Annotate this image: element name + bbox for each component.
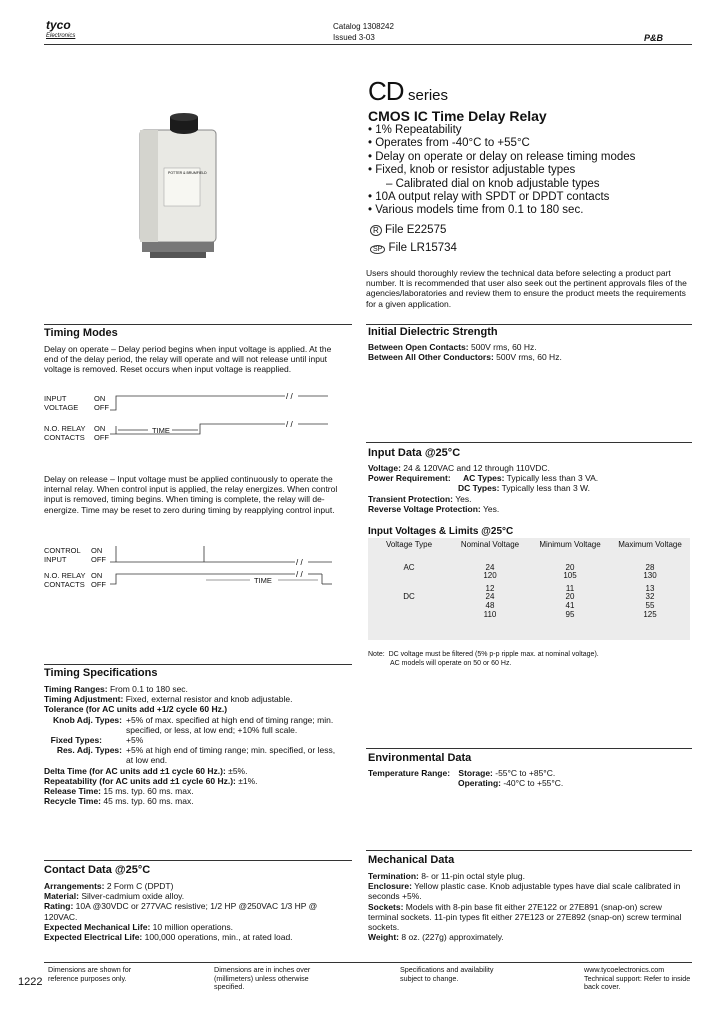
cell: 120 xyxy=(483,571,497,581)
spec-row: Arrangements: 2 Form C (DPDT) xyxy=(44,881,174,891)
brand-logo: tyco xyxy=(46,18,71,32)
d1-on: ON xyxy=(94,394,106,403)
cell: 24 xyxy=(485,562,495,572)
cell: AC xyxy=(403,562,415,572)
d2-label: N.O. RELAY xyxy=(44,571,86,580)
rule-input-data xyxy=(366,442,692,443)
series-title xyxy=(368,76,448,107)
cell xyxy=(368,602,450,611)
page-number: 1222 xyxy=(18,976,43,988)
d1-label: CONTACTS xyxy=(44,433,85,442)
d1-label: INPUT xyxy=(44,394,67,403)
limits-table xyxy=(368,541,690,619)
d1-on: ON xyxy=(94,424,106,433)
brand-sub: Electronics xyxy=(46,33,76,39)
limits-title: Input Voltages & Limits @25°C xyxy=(368,526,514,537)
csa-file: SP File LR15734 xyxy=(370,242,457,254)
spec-row: Weight: 8 oz. (227g) approximately. xyxy=(368,932,504,943)
contact-data-body xyxy=(44,881,340,942)
environmental-title: Environmental Data xyxy=(368,752,472,764)
spec-row: Termination: 8- or 11-pin octal style plug. xyxy=(368,871,525,881)
spec-row: Temperature Range: Storage: -55°C to +85°C. xyxy=(368,768,556,778)
cell: 28 xyxy=(645,562,655,572)
limits-note: Note: DC voltage must be filtered (5% p-p ripple max. at nominal voltage). AC models will operate on 50 or 60 Hz. xyxy=(368,651,599,667)
spec-row: Sockets: Models with 8-pin base fit either 27E122 or 27E891 (snap-on) screw terminal sockets. 11-pin types fit either 27E123 or 27E892 (snap-on) screw terminal sockets. xyxy=(368,901,682,933)
relay-product-image xyxy=(130,112,230,260)
spec-row: Knob Adj. Types: +5% of max. specified at high end of timing range; min. specified, or less, at low end; +10% full scale. xyxy=(53,714,334,735)
svg-text:/ /: / / xyxy=(286,420,293,429)
rule-dielectric xyxy=(366,324,692,325)
cell: 130 xyxy=(643,571,657,581)
cell: 48 xyxy=(485,600,495,610)
col-header: Maximum Voltage xyxy=(618,540,682,549)
rule-contact-data xyxy=(44,860,352,861)
disclaimer-text: Users should thoroughly review the technical data before selecting a product part number. It is recommended that user also seek out the pertinent approvals files of the agencies/laboratories and review them to ensure the product meets the requirements for a given application. xyxy=(366,268,687,309)
d1-label: VOLTAGE xyxy=(44,403,79,412)
cell xyxy=(368,611,450,620)
table-row xyxy=(368,585,690,594)
spec-row: Reverse Voltage Protection: Yes. xyxy=(368,503,500,514)
company-mark: P&B xyxy=(644,33,664,43)
col-header: Voltage Type xyxy=(385,540,433,549)
series-big: CD xyxy=(368,76,404,106)
d2-off: OFF xyxy=(91,555,106,564)
spec-row: Enclosure: Yellow plastic case. Knob adjustable types have dial scale calibrated in seconds +5%. xyxy=(368,881,681,902)
footer-note-1: Dimensions are shown for reference purposes only. xyxy=(48,965,132,983)
rule-mechanical xyxy=(366,850,692,851)
spec-row: Between Open Contacts: 500V rms, 60 Hz. xyxy=(368,342,537,352)
feature-item: – Calibrated dial on knob adjustable types xyxy=(386,177,600,190)
footer-note-3: Specifications and availability subject to change. xyxy=(400,965,494,983)
rule-timing-modes xyxy=(44,324,352,325)
timing-modes-title: Timing Modes xyxy=(44,327,118,339)
spec-row: Timing Ranges: From 0.1 to 180 sec. xyxy=(44,684,188,694)
series-small: series xyxy=(408,87,449,104)
cell: 95 xyxy=(565,609,575,619)
svg-text:/ /: / / xyxy=(296,570,303,579)
cell: 125 xyxy=(643,609,657,619)
table-row xyxy=(368,572,690,581)
dielectric-title: Initial Dielectric Strength xyxy=(368,326,498,338)
spec-row: Timing Adjustment: Fixed, external resistor and knob adjustable. xyxy=(44,694,293,705)
ul-mark-icon: R xyxy=(370,225,382,236)
spec-row: Release Time: 15 ms. typ. 60 ms. max. xyxy=(44,786,194,797)
d1-off: OFF xyxy=(94,433,109,442)
d1-time-label: TIME xyxy=(152,426,170,435)
d2-waveform xyxy=(110,540,340,592)
table-header-row xyxy=(368,541,690,550)
cell: 13 xyxy=(645,583,655,593)
feature-item: • Delay on operate or delay on release timing modes xyxy=(368,150,636,163)
cell xyxy=(368,572,450,581)
d1-label: N.O. RELAY xyxy=(44,424,86,433)
rule-environmental xyxy=(366,748,692,749)
cell: DC xyxy=(403,592,415,602)
col-header: Nominal Voltage xyxy=(460,540,520,549)
feature-item: • 1% Repeatability xyxy=(368,124,462,136)
feature-item: • Various models time from 0.1 to 180 sec. xyxy=(368,204,584,217)
d2-label: CONTACTS xyxy=(44,580,85,589)
d2-label: INPUT xyxy=(44,555,67,564)
dielectric-body xyxy=(368,342,688,362)
feature-item: • 10A output relay with SPDT or DPDT contacts xyxy=(368,191,610,204)
d2-on: ON xyxy=(91,571,103,580)
spec-row: Recycle Time: 45 ms. typ. 60 ms. max. xyxy=(44,796,194,807)
spec-row: Operating: -40°C to +55°C. xyxy=(458,778,564,789)
csa-mark-icon: SP xyxy=(370,245,385,254)
spec-row: Delta Time (for AC units add ±1 cycle 60 Hz.): ±5%. xyxy=(44,765,248,776)
spec-row: Fixed Types: +5% xyxy=(50,735,144,746)
ul-file: R File E22575 xyxy=(370,224,446,236)
table-row xyxy=(368,611,690,620)
spec-row: Material: Silver-cadmium oxide alloy. xyxy=(44,891,185,902)
d2-on: ON xyxy=(91,546,103,555)
cell: 11 xyxy=(565,583,575,593)
spec-row: Between All Other Conductors: 500V rms, 60 Hz. xyxy=(368,352,562,363)
spec-row: Tolerance (for AC units add +1/2 cycle 60 Hz.) xyxy=(44,704,228,715)
feature-item: • Fixed, knob or resistor adjustable types xyxy=(368,164,576,177)
spec-row: Res. Adj. Types: +5% at high end of timing range; min. specified, or less, at low end. xyxy=(56,745,336,766)
d2-label: CONTROL xyxy=(44,546,81,555)
spec-row: Transient Protection: Yes. xyxy=(368,493,472,504)
spec-row: Repeatability (for AC units add ±1 cycle 60 Hz.): ±1%. xyxy=(44,775,258,786)
footer-note-4: www.tycoelectronics.com Technical support: Refer to inside back cover. xyxy=(584,965,691,992)
cell: 32 xyxy=(645,592,655,602)
footer-note-2: Dimensions are in inches over (millimeters) unless otherwise specified. xyxy=(214,965,311,992)
delay-on-operate-text: Delay on operate – Delay period begins when input voltage is applied. At the end of the delay period, the relay will operate and will not release until input voltage is removed. Reset occurs when input voltage is reapplied. xyxy=(44,344,332,375)
input-data-body xyxy=(368,463,688,514)
issued-date: Issued 3-03 xyxy=(333,33,375,42)
col-header: Minimum Voltage xyxy=(539,540,601,549)
mechanical-body xyxy=(368,871,686,942)
d1-off: OFF xyxy=(94,403,109,412)
product-subtitle: CMOS IC Time Delay Relay xyxy=(368,108,547,124)
table-row xyxy=(368,564,690,573)
header-rule xyxy=(44,44,692,45)
cell: 110 xyxy=(483,609,497,619)
cell: 12 xyxy=(485,583,495,593)
cell: 20 xyxy=(565,592,575,602)
timing-specs-body xyxy=(44,684,344,806)
cell: 55 xyxy=(645,600,655,610)
spec-row: Power Requirement: AC Types: Typically less than 3 VA. xyxy=(368,473,599,484)
feature-item: • Operates from -40°C to +55°C xyxy=(368,137,530,150)
spec-row: DC Types: Typically less than 3 W. xyxy=(458,483,590,494)
d1-waveform xyxy=(110,388,335,440)
timing-specs-title: Timing Specifications xyxy=(44,667,158,679)
spec-row: Expected Mechanical Life: 10 million operations. xyxy=(44,921,233,932)
table-row xyxy=(368,593,690,602)
cell: 20 xyxy=(565,562,575,572)
footer-rule xyxy=(44,962,692,963)
svg-text:/ /: / / xyxy=(286,392,293,401)
d2-time-label: TIME xyxy=(254,576,272,585)
cell: 24 xyxy=(485,592,495,602)
delay-on-release-text: Delay on release – Input voltage must be applied continuously to operate the internal relay. When control input is applied, the relay energizes. When control input is removed, timing begins. When timing is complete, the relay will de-energize. Time may be reset to zero during timing by reapplying control input. xyxy=(44,474,338,515)
spec-row: Voltage: 24 & 120VAC and 12 through 110VDC. xyxy=(368,463,550,473)
relay-image-label: POTTER & BRUMFIELD xyxy=(168,171,207,175)
cell: 41 xyxy=(565,600,575,610)
d2-off: OFF xyxy=(91,580,106,589)
contact-data-title: Contact Data @25°C xyxy=(44,864,151,876)
cell: 105 xyxy=(563,571,577,581)
input-data-title: Input Data @25°C xyxy=(368,447,461,459)
environmental-body xyxy=(368,768,688,788)
rule-timing-specs xyxy=(44,664,352,665)
features-list xyxy=(368,124,635,218)
mechanical-title: Mechanical Data xyxy=(368,854,455,866)
catalog-number: Catalog 1308242 xyxy=(333,22,394,31)
svg-text:/ /: / / xyxy=(296,558,303,567)
spec-row: Expected Electrical Life: 100,000 operations, min., at rated load. xyxy=(44,932,293,943)
spec-row: Rating: 10A @30VDC or 277VAC resistive; 1/2 HP @250VAC 1/3 HP @ 120VAC. xyxy=(44,901,318,922)
table-row xyxy=(368,602,690,611)
